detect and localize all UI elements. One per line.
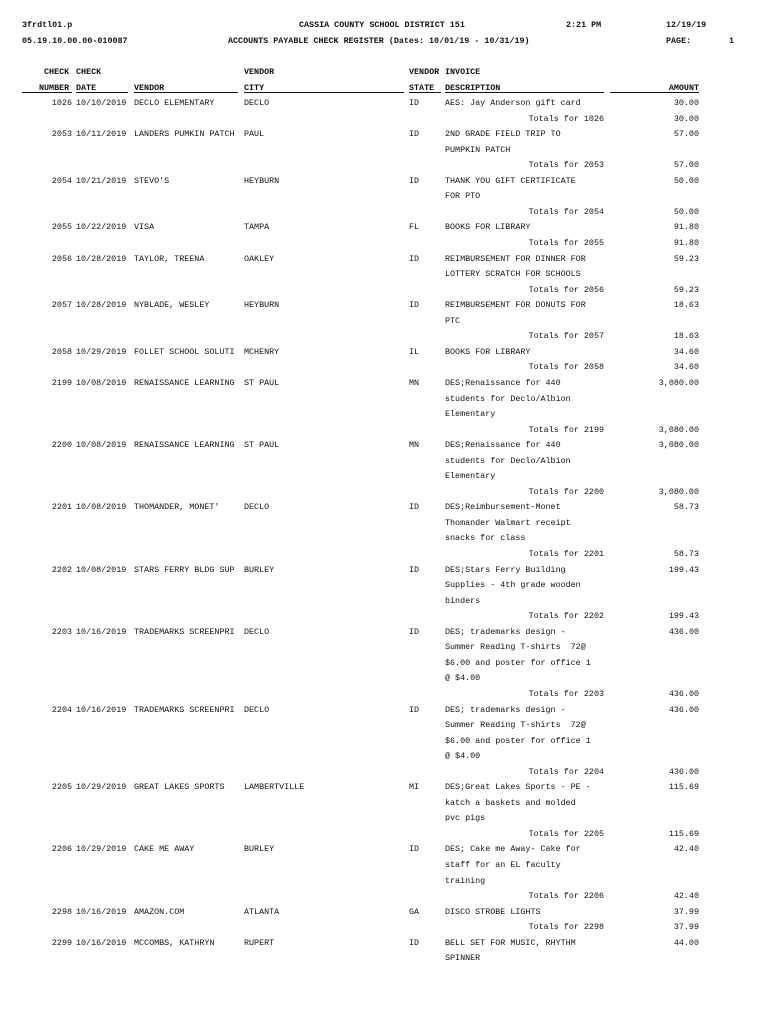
check-date: 10/16/2019 <box>76 906 127 917</box>
check-date: 10/08/2019 <box>76 440 127 451</box>
check-date: 10/28/2019 <box>76 300 127 311</box>
invoice-description: 2ND GRADE FIELD TRIP TO <box>445 129 561 140</box>
invoice-description: binders <box>445 595 481 606</box>
check-total-amount: 42.40 <box>673 891 699 901</box>
line-amount: 59.23 <box>673 253 699 264</box>
vendor-name: FOLLET SCHOOL SOLUTI <box>134 346 235 357</box>
check-total-label: Totals for 2053 <box>528 160 604 171</box>
vendor-name: AMAZON.COM <box>134 906 185 917</box>
underline-vendor <box>134 92 238 93</box>
col-number: NUMBER <box>39 83 70 93</box>
vendor-state: IL <box>409 346 420 357</box>
vendor-city: ST PAUL <box>244 377 280 388</box>
col-vendor-state-top: VENDOR <box>409 67 440 77</box>
invoice-description: PTC <box>445 315 461 326</box>
vendor-state: ID <box>409 502 420 513</box>
vendor-state: ID <box>409 300 420 311</box>
vendor-state: ID <box>409 175 420 186</box>
invoice-description: @ $4.00 <box>445 751 481 762</box>
check-number: 2199 <box>51 377 72 388</box>
line-amount: 50.00 <box>673 175 699 186</box>
vendor-city: HEYBURN <box>244 175 280 186</box>
line-amount: 18.63 <box>673 300 699 311</box>
invoice-description: DES; Cake me Away- Cake for <box>445 844 581 855</box>
vendor-city: OAKLEY <box>244 253 275 264</box>
check-total-label: Totals for 2298 <box>528 922 604 933</box>
line-amount: 115.69 <box>668 782 699 793</box>
vendor-name: CAKE ME AWAY <box>134 844 195 855</box>
invoice-description: Summer Reading T-shirts 72@ <box>445 642 586 653</box>
vendor-city: DECLO <box>244 626 270 637</box>
vendor-name: GREAT LAKES SPORTS <box>134 782 225 793</box>
vendor-state: MN <box>409 440 420 451</box>
underline-city <box>244 92 404 93</box>
report-time: 2:21 PM <box>566 20 602 30</box>
check-date: 10/29/2019 <box>76 346 127 357</box>
check-number: 2055 <box>51 222 72 233</box>
check-total-label: Totals for 2205 <box>528 828 604 839</box>
vendor-state: FL <box>409 222 420 233</box>
invoice-description: staff for an EL faculty <box>445 859 561 870</box>
invoice-description: students for Declo/Albion <box>445 393 571 404</box>
vendor-name: THOMANDER, MONET' <box>134 502 220 513</box>
check-total-label: Totals for 2058 <box>528 362 604 373</box>
check-total-label: Totals for 2057 <box>528 331 604 342</box>
invoice-description: REIMBURSEMENT FOR DONUTS FOR <box>445 300 586 311</box>
check-date: 10/08/2019 <box>76 564 127 575</box>
line-amount: 44.00 <box>673 937 699 948</box>
vendor-city: ST PAUL <box>244 440 280 451</box>
page-label: PAGE: <box>666 36 692 46</box>
vendor-name: TRADEMARKS SCREENPRI <box>134 626 235 637</box>
invoice-description: Elementary <box>445 471 496 482</box>
check-number: 2204 <box>51 704 72 715</box>
check-number: 2206 <box>51 844 72 855</box>
invoice-description: THANK YOU GIFT CERTIFICATE <box>445 175 576 186</box>
check-total-label: Totals for 2201 <box>528 549 604 559</box>
check-number: 2056 <box>51 253 72 264</box>
invoice-description: Supplies - 4th grade wooden <box>445 580 581 591</box>
line-amount: 199.43 <box>668 564 699 575</box>
invoice-description: DISCO STROBE LIGHTS <box>445 906 541 917</box>
vendor-city: BURLEY <box>244 564 275 575</box>
underline-description <box>445 92 604 93</box>
invoice-description: students for Declo/Albion <box>445 455 571 466</box>
check-number: 2205 <box>51 782 72 793</box>
check-number: 2200 <box>51 440 72 451</box>
invoice-description: DES; trademarks design - <box>445 704 566 715</box>
check-date: 10/22/2019 <box>76 222 127 233</box>
check-total-amount: 91.80 <box>673 238 699 248</box>
invoice-description: snacks for class <box>445 533 526 544</box>
col-check-top: CHECK <box>44 67 70 77</box>
check-number: 2203 <box>51 626 72 637</box>
vendor-city: DECLO <box>244 98 270 108</box>
vendor-city: TAMPA <box>244 222 270 233</box>
check-total-label: Totals for 2203 <box>528 688 604 699</box>
check-total-amount: 50.00 <box>673 206 699 217</box>
vendor-city: LAMBERTVILLE <box>244 782 305 793</box>
vendor-name: RENAISSANCE LEARNING <box>134 377 235 388</box>
invoice-description: BOOKS FOR LIBRARY <box>445 222 531 233</box>
page-number: 1 <box>729 36 735 46</box>
invoice-description: DES;Great Lakes Sports - PE - <box>445 782 591 793</box>
invoice-description: DES;Renaissance for 440 <box>445 377 561 388</box>
vendor-city: DECLO <box>244 502 270 513</box>
invoice-description: pvc pigs <box>445 813 486 824</box>
check-total-amount: 57.00 <box>673 160 699 171</box>
line-amount: 91.80 <box>673 222 699 233</box>
col-description: DESCRIPTION <box>445 83 501 93</box>
vendor-state: ID <box>409 129 420 140</box>
check-date: 10/29/2019 <box>76 782 127 793</box>
report-date: 12/19/19 <box>666 20 707 30</box>
vendor-city: BURLEY <box>244 844 275 855</box>
check-date: 10/21/2019 <box>76 175 127 186</box>
check-total-label: Totals for 2056 <box>528 284 604 295</box>
check-total-amount: 436.00 <box>668 766 699 777</box>
invoice-description: Summer Reading T-shirts 72@ <box>445 720 586 730</box>
vendor-name: VISA <box>134 222 155 233</box>
check-total-label: Totals for 2204 <box>528 766 604 777</box>
invoice-description: Thomander Walmart receipt <box>445 517 571 528</box>
invoice-description: FOR PTO <box>445 191 481 202</box>
vendor-name: RENAISSANCE LEARNING <box>134 440 235 451</box>
line-amount: 436.00 <box>668 626 699 637</box>
col-vendor: VENDOR <box>134 83 165 93</box>
vendor-state: MN <box>409 377 420 388</box>
vendor-state: ID <box>409 253 420 264</box>
check-total-amount: 59.23 <box>673 284 699 295</box>
invoice-description: AES: Jay Anderson gift card <box>445 98 581 108</box>
invoice-description: DES; trademarks design - <box>445 626 566 637</box>
invoice-description: katch a baskets and molded <box>445 797 576 808</box>
vendor-state: GA <box>409 906 420 917</box>
vendor-state: MI <box>409 782 420 793</box>
vendor-state: ID <box>409 98 420 108</box>
check-total-label: Totals for 2199 <box>528 424 604 435</box>
check-total-label: Totals for 2202 <box>528 611 604 622</box>
underline-state <box>409 92 441 93</box>
invoice-description: $6.00 and poster for office 1 <box>445 735 591 746</box>
check-date: 10/16/2019 <box>76 937 127 948</box>
col-invoice-top: INVOICE <box>445 67 481 77</box>
vendor-state: ID <box>409 937 420 948</box>
check-number: 2058 <box>51 346 72 357</box>
invoice-description: training <box>445 875 486 886</box>
underline-amount <box>610 92 699 93</box>
vendor-name: DECLO ELEMENTARY <box>134 98 215 108</box>
col-city: CITY <box>244 83 265 93</box>
vendor-city: PAUL <box>244 129 265 140</box>
vendor-city: DECLO <box>244 704 270 715</box>
vendor-city: ATLANTA <box>244 906 280 917</box>
check-total-amount: 30.00 <box>673 113 699 124</box>
line-amount: 3,080.00 <box>658 377 699 388</box>
invoice-description: LOTTERY SCRATCH FOR SCHOOLS <box>445 269 581 280</box>
invoice-description: @ $4.00 <box>445 673 481 684</box>
invoice-description: DES;Reimbursement-Monet <box>445 502 561 513</box>
line-amount: 37.99 <box>673 906 699 917</box>
line-amount: 30.00 <box>673 98 699 108</box>
check-number: 2201 <box>51 502 72 513</box>
line-amount: 3,080.00 <box>658 440 699 451</box>
line-amount: 436.00 <box>668 704 699 715</box>
line-amount: 34.60 <box>673 346 699 357</box>
col-check2-top: CHECK <box>76 67 102 77</box>
col-date: DATE <box>76 83 97 93</box>
col-amount: AMOUNT <box>668 83 699 93</box>
line-amount: 58.73 <box>673 502 699 513</box>
check-total-amount: 34.60 <box>673 362 699 373</box>
check-total-amount: 199.43 <box>668 611 699 622</box>
check-total-amount: 3,080.00 <box>658 486 699 497</box>
check-total-amount: 3,080.00 <box>658 424 699 435</box>
district-title: CASSIA COUNTY SCHOOL DISTRICT 151 <box>299 20 465 30</box>
invoice-description: DES;Stars Ferry Building <box>445 564 566 575</box>
check-total-amount: 115.69 <box>668 828 699 839</box>
vendor-name: MCCOMBS, KATHRYN <box>134 937 215 948</box>
check-total-amount: 58.73 <box>673 549 699 559</box>
vendor-city: RUPERT <box>244 937 275 948</box>
check-date: 10/16/2019 <box>76 626 127 637</box>
check-total-amount: 37.99 <box>673 922 699 933</box>
check-total-label: Totals for 1026 <box>528 113 604 124</box>
vendor-name: STEVO'S <box>134 175 170 186</box>
vendor-name: LANDERS PUMKIN PATCH <box>134 129 235 140</box>
vendor-name: TAYLOR, TREENA <box>134 253 205 264</box>
vendor-name: STARS FERRY BLDG SUP <box>134 564 235 575</box>
report-id: 3frdtl01.p <box>22 20 73 30</box>
invoice-description: SPINNER <box>445 953 481 964</box>
vendor-city: HEYBURN <box>244 300 280 311</box>
vendor-city: MCHENRY <box>244 346 280 357</box>
check-number: 2202 <box>51 564 72 575</box>
report-subtitle: ACCOUNTS PAYABLE CHECK REGISTER (Dates: 10/01/19 - 10/31/19) <box>228 36 530 46</box>
col-vendor-city-top: VENDOR <box>244 67 275 77</box>
check-date: 10/11/2019 <box>76 129 127 140</box>
underline-number <box>22 92 72 93</box>
check-number: 2053 <box>51 129 72 140</box>
invoice-description: DES;Renaissance for 440 <box>445 440 561 451</box>
line-amount: 42.40 <box>673 844 699 855</box>
vendor-name: TRADEMARKS SCREENPRI <box>134 704 235 715</box>
version-string: 05.19.10.00.00-010087 <box>22 36 128 46</box>
vendor-state: ID <box>409 844 420 855</box>
check-total-label: Totals for 2055 <box>528 238 604 248</box>
check-number: 2299 <box>51 937 72 948</box>
invoice-description: Elementary <box>445 409 496 419</box>
check-total-label: Totals for 2054 <box>528 206 604 217</box>
invoice-description: $6.00 and poster for office 1 <box>445 657 591 668</box>
invoice-description: BOOKS FOR LIBRARY <box>445 346 531 357</box>
check-date: 10/29/2019 <box>76 844 127 855</box>
check-total-amount: 436.00 <box>668 688 699 699</box>
line-amount: 57.00 <box>673 129 699 140</box>
check-number: 2298 <box>51 906 72 917</box>
col-state: STATE <box>409 83 435 93</box>
check-date: 10/10/2019 <box>76 98 127 108</box>
check-date: 10/28/2019 <box>76 253 127 264</box>
underline-date <box>76 92 128 93</box>
vendor-state: ID <box>409 626 420 637</box>
vendor-name: NYBLADE, WESLEY <box>134 300 210 311</box>
check-date: 10/08/2019 <box>76 502 127 513</box>
invoice-description: PUMPKIN PATCH <box>445 144 511 155</box>
check-date: 10/08/2019 <box>76 377 127 388</box>
check-total-label: Totals for 2206 <box>528 891 604 901</box>
invoice-description: REIMBURSEMENT FOR DINNER FOR <box>445 253 586 264</box>
check-number: 1026 <box>51 98 72 108</box>
check-number: 2054 <box>51 175 72 186</box>
check-date: 10/16/2019 <box>76 704 127 715</box>
vendor-state: ID <box>409 704 420 715</box>
check-total-amount: 18.63 <box>673 331 699 342</box>
vendor-state: ID <box>409 564 420 575</box>
check-total-label: Totals for 2200 <box>528 486 604 497</box>
invoice-description: BELL SET FOR MUSIC, RHYTHM <box>445 937 576 948</box>
check-number: 2057 <box>51 300 72 311</box>
